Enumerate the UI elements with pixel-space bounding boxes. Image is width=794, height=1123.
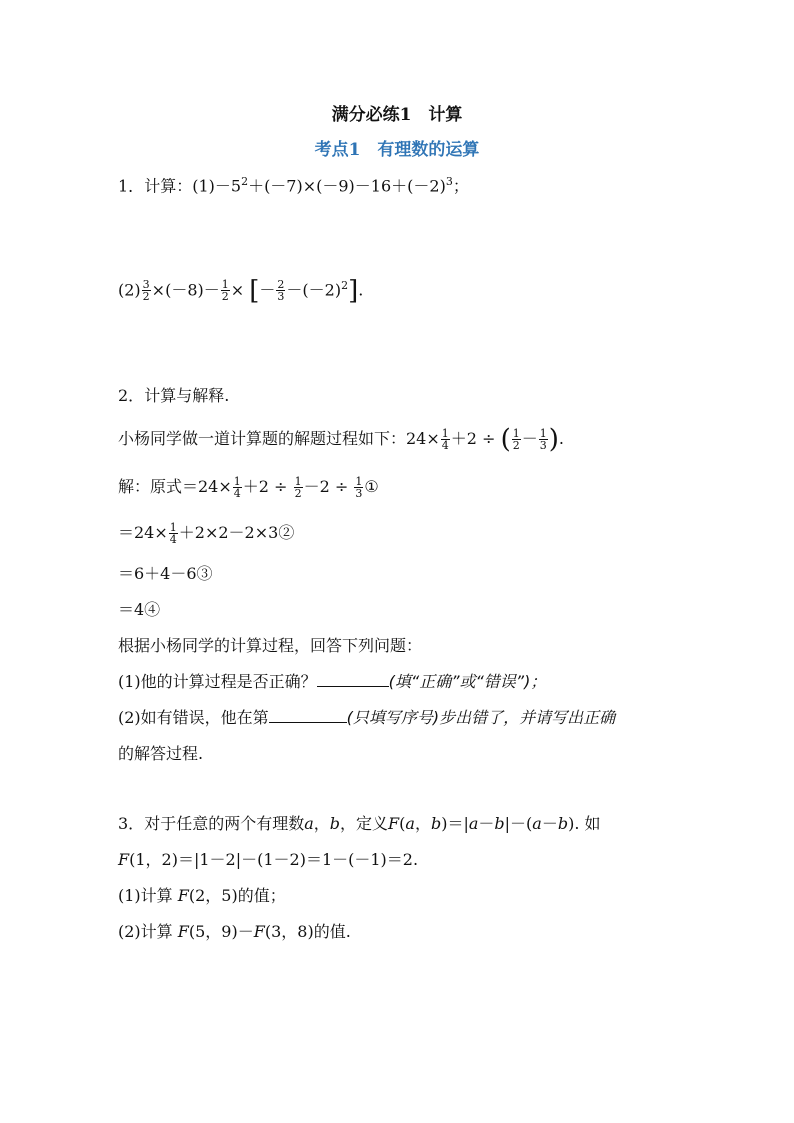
q1-part2-minus: － — [259, 280, 276, 300]
q1-part2-exp: 2 — [341, 279, 349, 292]
frac-num: 1 — [355, 475, 363, 488]
fraction — [233, 476, 242, 499]
q1-part1b: ＋(－7)×(－9)－16＋(－2) — [248, 176, 446, 196]
q2-step2-a: ＝24× — [118, 523, 168, 542]
q2-step1 — [118, 476, 379, 499]
q2-intro-b: ＋2 ÷ — [450, 429, 496, 448]
q2-step4: ＝4④ — [118, 600, 161, 619]
q3-sub2 — [118, 922, 351, 942]
q3-sub2-c: (3，8)的值. — [264, 922, 351, 941]
q2-step1-mark: ① — [364, 477, 379, 496]
q3-example — [118, 850, 418, 870]
q3-definition — [118, 814, 601, 834]
fraction — [539, 428, 548, 451]
section-subtitle: 考点1 有理数的运算 — [314, 140, 480, 160]
frac-den: 4 — [169, 533, 177, 546]
func-F: F — [118, 850, 130, 869]
frac-num: 1 — [441, 427, 449, 440]
q2-sub1-a: (1)他的计算过程是否正确？ — [118, 672, 317, 691]
fraction — [221, 279, 230, 302]
q2-step2 — [118, 522, 294, 545]
q2-sub2-b: (只填写序号)步出错了，并请写出正确 — [346, 708, 616, 727]
q3-sub1-b: (2，5)的值； — [188, 886, 286, 905]
fraction — [354, 476, 363, 499]
paren: ( — [399, 814, 406, 833]
frac-num: 1 — [539, 427, 547, 440]
frac-den: 3 — [277, 290, 285, 304]
frac-num: 1 — [169, 521, 177, 534]
q1-line2 — [118, 275, 364, 306]
page-title: 满分必练1 计算 — [331, 105, 463, 125]
q1-line1 — [118, 172, 469, 196]
q2-sub1 — [118, 672, 546, 692]
func-F: F — [177, 922, 189, 941]
frac-num: 3 — [142, 278, 150, 292]
q1-part2-end: . — [358, 280, 364, 300]
paren: ) — [568, 814, 575, 833]
q2-sub2 — [118, 708, 615, 728]
q2-intro-text: 小杨同学做一道计算题的解题过程如下：24× — [118, 429, 440, 448]
q1-exp1: 2 — [241, 175, 249, 188]
q1-part2-mid: ×(－8)－ — [151, 280, 220, 300]
q2-sub1-b: (填“正确”或“错误”)； — [388, 672, 547, 691]
q2-sub2-cont: 的解答过程. — [118, 744, 204, 763]
q1-part2-times: × — [230, 280, 245, 300]
q2-heading-text: 计算与解释. — [144, 386, 230, 405]
comma: ， — [313, 814, 330, 833]
q1-lead: 计算： — [144, 176, 193, 196]
q2-prompt: 根据小杨同学的计算过程，回答下列问题： — [118, 636, 423, 655]
q2-number: 2． — [118, 386, 145, 405]
answer-blank[interactable] — [317, 672, 389, 687]
fraction — [512, 428, 521, 451]
q3-def-h: . 如 — [574, 814, 601, 833]
q2-step1-c: －2 ÷ — [303, 477, 349, 496]
var-b: b — [329, 814, 341, 833]
q3-sub2-b: (5，9)－ — [188, 922, 254, 941]
q2-step1-b: ＋2 ÷ — [242, 477, 288, 496]
q2-step1-a: 解：原式＝24× — [118, 477, 232, 496]
q3-sub2-a: (2)计算 — [118, 922, 173, 941]
q2-step2-b: ＋2×2－2×3② — [178, 523, 295, 542]
q1-part2-tail: －(－2) — [286, 280, 342, 300]
q3-example-text: (1，2)＝|1－2|－(1－2)＝1－(－1)＝2. — [129, 850, 419, 869]
frac-num: 2 — [277, 278, 285, 292]
fraction — [441, 428, 450, 451]
frac-den: 4 — [233, 487, 241, 500]
func-F: F — [253, 922, 265, 941]
var-a: a — [405, 814, 415, 833]
q2-intro — [118, 424, 564, 455]
q2-step3: ＝6＋4－6③ — [118, 564, 213, 583]
minus: － — [541, 814, 558, 833]
frac-num: 1 — [233, 475, 241, 488]
bracket-open: [ — [249, 275, 260, 306]
q1-part2-label: (2) — [118, 280, 141, 300]
fraction — [142, 279, 151, 302]
q2-sub2-a: (2)如有错误，他在第 — [118, 708, 269, 727]
answer-blank[interactable] — [269, 708, 347, 723]
q3-sub1-a: (1)计算 — [118, 886, 173, 905]
frac-den: 2 — [221, 290, 229, 304]
q3-sub1 — [118, 886, 286, 906]
var-b: b — [494, 814, 505, 833]
q3-def-a: 对于任意的两个有理数 — [144, 814, 305, 833]
var-b: b — [430, 814, 442, 833]
q3-def-d: )＝| — [441, 814, 469, 833]
fraction — [294, 476, 303, 499]
var-b: b — [557, 814, 569, 833]
q1-part1-end: ； — [452, 176, 469, 196]
frac-den: 2 — [512, 439, 520, 452]
frac-den: 2 — [294, 487, 302, 500]
q3-def-f: |－( — [504, 814, 533, 833]
comma: ， — [414, 814, 431, 833]
paren-open: ( — [500, 424, 511, 455]
var-a: a — [304, 814, 314, 833]
var-a: a — [468, 814, 479, 833]
bracket-close: ] — [348, 275, 359, 306]
q3-number: 3． — [118, 814, 145, 833]
frac-num: 1 — [512, 427, 520, 440]
q1-exp2: 3 — [445, 175, 453, 188]
q2-intro-end: . — [558, 429, 564, 448]
frac-den: 4 — [441, 439, 449, 452]
func-F: F — [388, 814, 400, 833]
q1-number: 1． — [118, 176, 145, 196]
var-a: a — [532, 814, 542, 833]
q2-heading — [118, 386, 229, 406]
func-F: F — [177, 886, 189, 905]
frac-den: 3 — [355, 487, 363, 500]
q3-def-b: ，定义 — [340, 814, 389, 833]
q1-part1: (1)－5 — [192, 176, 242, 196]
minus: － — [478, 814, 495, 833]
frac-den: 2 — [142, 290, 150, 304]
frac-num: 1 — [294, 475, 302, 488]
frac-den: 3 — [539, 439, 547, 452]
fraction — [169, 522, 178, 545]
fraction — [276, 279, 285, 302]
frac-num: 1 — [221, 278, 229, 292]
q2-intro-minus: － — [521, 429, 538, 448]
paren-close: ) — [548, 424, 559, 455]
